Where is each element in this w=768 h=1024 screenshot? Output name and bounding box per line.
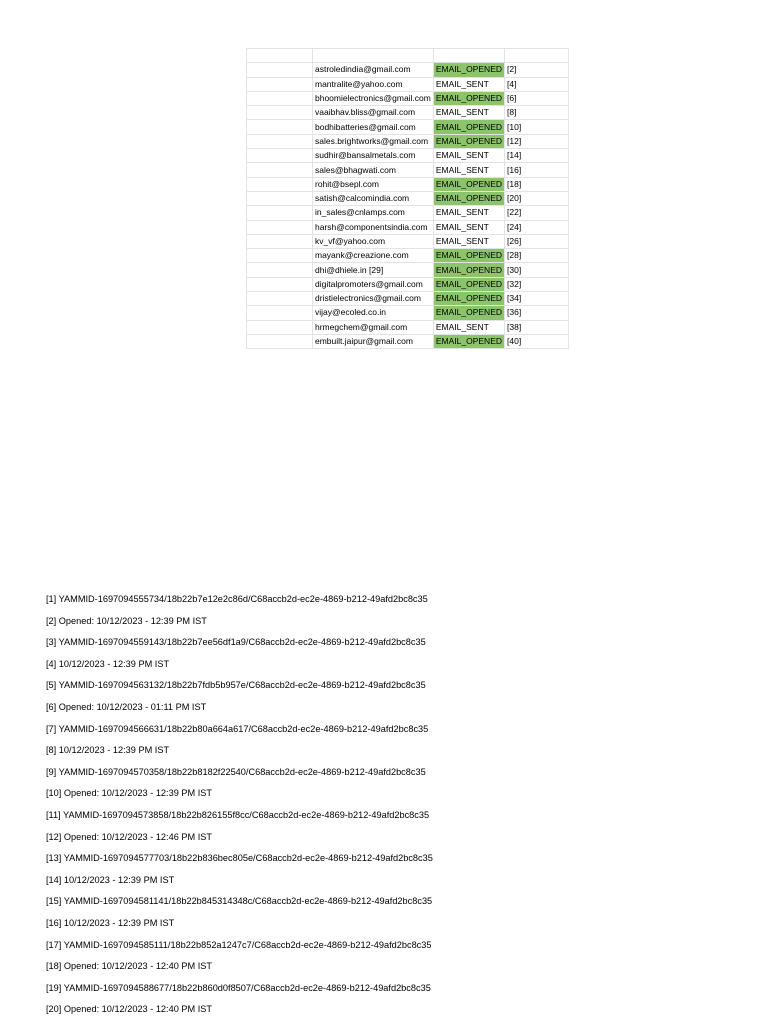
table-row (247, 306, 569, 320)
status-cell: EMAIL_OPENED (433, 292, 504, 306)
empty-cell (247, 263, 313, 277)
email-cell: sales@bhagwati.com (313, 163, 434, 177)
empty-cell (247, 320, 313, 334)
email-status-sheet (246, 48, 569, 349)
status-cell: EMAIL_SENT (433, 77, 504, 91)
empty-cell (247, 120, 313, 134)
footnote-item: [13] YAMMID-1697094577703/18b22b836bec805e/C68accb2d-ec2e-4869-b212-49afd2bc8c35 (46, 853, 433, 864)
table-row (247, 292, 569, 306)
table-row (247, 91, 569, 105)
reference-cell: [28] (505, 249, 569, 263)
reference-cell: [36] (505, 306, 569, 320)
table-row (247, 163, 569, 177)
status-cell: EMAIL_OPENED (433, 334, 504, 348)
empty-cell (247, 63, 313, 77)
table-row (247, 106, 569, 120)
reference-cell: [14] (505, 149, 569, 163)
status-cell: EMAIL_SENT (433, 206, 504, 220)
email-cell: sales.brightworks@gmail.com (313, 134, 434, 148)
status-cell: EMAIL_SENT (433, 106, 504, 120)
status-cell: EMAIL_OPENED (433, 177, 504, 191)
footnote-item: [10] Opened: 10/12/2023 - 12:39 PM IST (46, 788, 212, 799)
empty-cell (247, 177, 313, 191)
status-cell: EMAIL_OPENED (433, 91, 504, 105)
footnote-item: [9] YAMMID-1697094570358/18b22b8182f22540/C68accb2d-ec2e-4869-b212-49afd2bc8c35 (46, 766, 426, 777)
footnote-item: [8] 10/12/2023 - 12:39 PM IST (46, 745, 170, 756)
email-cell: satish@calcomindia.com (313, 191, 434, 205)
email-cell: dhi@dhiele.in [29] (313, 263, 434, 277)
reference-cell: [24] (505, 220, 569, 234)
email-cell: bhoomielectronics@gmail.com (313, 91, 434, 105)
email-cell: in_sales@cnlamps.com (313, 206, 434, 220)
table-row (247, 177, 569, 191)
status-cell: EMAIL_OPENED (433, 263, 504, 277)
empty-cell (247, 149, 313, 163)
empty-cell (247, 191, 313, 205)
email-cell: vijay@ecoled.co.in (313, 306, 434, 320)
reference-cell: [22] (505, 206, 569, 220)
footnotes-list (46, 589, 433, 1021)
footnote-item: [2] Opened: 10/12/2023 - 12:39 PM IST (46, 615, 207, 626)
table-row (247, 249, 569, 263)
table-row (247, 191, 569, 205)
table-row (247, 277, 569, 291)
empty-cell (247, 292, 313, 306)
status-cell: EMAIL_SENT (433, 149, 504, 163)
empty-cell (247, 249, 313, 263)
reference-cell: [20] (505, 191, 569, 205)
reference-cell: [26] (505, 234, 569, 248)
email-cell: hrmegchem@gmail.com (313, 320, 434, 334)
empty-cell (247, 334, 313, 348)
table-row (247, 149, 569, 163)
footnote-item: [12] Opened: 10/12/2023 - 12:46 PM IST (46, 831, 212, 842)
footnote-item: [1] YAMMID-1697094555734/18b22b7e12e2c86d/C68accb2d-ec2e-4869-b212-49afd2bc8c35 (46, 594, 428, 604)
footnote-item: [7] YAMMID-1697094566631/18b22b80a664a617/C68accb2d-ec2e-4869-b212-49afd2bc8c35 (46, 723, 429, 734)
email-cell: digitalpromoters@gmail.com (313, 277, 434, 291)
footnote-item: [15] YAMMID-1697094581141/18b22b845314348c/C68accb2d-ec2e-4869-b212-49afd2bc8c35 (46, 896, 433, 907)
email-cell: mantralite@yahoo.com (313, 77, 434, 91)
reference-cell: [8] (505, 106, 569, 120)
table-row (247, 134, 569, 148)
empty-cell (433, 49, 504, 63)
table-row (247, 206, 569, 220)
empty-cell (313, 49, 434, 63)
table-row (247, 63, 569, 77)
status-cell: EMAIL_SENT (433, 234, 504, 248)
table-row (247, 234, 569, 248)
empty-cell (247, 234, 313, 248)
table-row (247, 220, 569, 234)
reference-cell: [38] (505, 320, 569, 334)
status-cell: EMAIL_OPENED (433, 249, 504, 263)
empty-cell (247, 77, 313, 91)
email-cell: embuilt.jaipur@gmail.com (313, 334, 434, 348)
email-cell: mayank@creazione.com (313, 249, 434, 263)
status-cell: EMAIL_OPENED (433, 306, 504, 320)
reference-cell: [32] (505, 277, 569, 291)
empty-cell (247, 49, 313, 63)
footnote-item: [11] YAMMID-1697094573858/18b22b826155f8cc/C68accb2d-ec2e-4869-b212-49afd2bc8c35 (46, 809, 430, 820)
reference-cell: [40] (505, 334, 569, 348)
footnote-item: [20] Opened: 10/12/2023 - 12:40 PM IST (46, 1004, 212, 1015)
status-cell: EMAIL_SENT (433, 163, 504, 177)
email-cell: sudhir@bansalmetals.com (313, 149, 434, 163)
empty-cell (247, 106, 313, 120)
reference-cell: [16] (505, 163, 569, 177)
status-cell: EMAIL_SENT (433, 220, 504, 234)
reference-cell: [18] (505, 177, 569, 191)
reference-cell: [10] (505, 120, 569, 134)
footnote-item: [14] 10/12/2023 - 12:39 PM IST (46, 874, 175, 885)
email-cell: kv_vf@yahoo.com (313, 234, 434, 248)
reference-cell: [34] (505, 292, 569, 306)
status-cell: EMAIL_OPENED (433, 134, 504, 148)
email-cell: harsh@componentsindia.com (313, 220, 434, 234)
reference-cell: [2] (505, 63, 569, 77)
status-cell: EMAIL_SENT (433, 320, 504, 334)
empty-cell (247, 91, 313, 105)
sheet-body (247, 49, 569, 349)
email-cell: bodhibatteries@gmail.com (313, 120, 434, 134)
status-cell: EMAIL_OPENED (433, 120, 504, 134)
status-cell: EMAIL_OPENED (433, 277, 504, 291)
table-row (247, 120, 569, 134)
reference-cell: [6] (505, 91, 569, 105)
email-cell: rohit@bsepl.com (313, 177, 434, 191)
footnote-item: [19] YAMMID-1697094588677/18b22b860d0f8507/C68accb2d-ec2e-4869-b212-49afd2bc8c35 (46, 982, 431, 993)
footnote-item: [5] YAMMID-1697094563132/18b22b7fdb5b957e/C68accb2d-ec2e-4869-b212-49afd2bc8c35 (46, 680, 426, 691)
email-cell: dristielectronics@gmail.com (313, 292, 434, 306)
table-row (247, 320, 569, 334)
status-cell: EMAIL_OPENED (433, 63, 504, 77)
footnote-item: [4] 10/12/2023 - 12:39 PM IST (46, 658, 170, 669)
sheet-header-row (247, 49, 569, 63)
empty-cell (247, 277, 313, 291)
empty-cell (247, 306, 313, 320)
footnote-item: [16] 10/12/2023 - 12:39 PM IST (46, 917, 175, 928)
reference-cell: [12] (505, 134, 569, 148)
status-cell: EMAIL_OPENED (433, 191, 504, 205)
reference-cell: [4] (505, 77, 569, 91)
empty-cell (247, 206, 313, 220)
footnote-item: [3] YAMMID-1697094559143/18b22b7ee56df1a9/C68accb2d-ec2e-4869-b212-49afd2bc8c35 (46, 637, 426, 648)
table-row (247, 77, 569, 91)
empty-cell (505, 49, 569, 63)
table-row (247, 263, 569, 277)
reference-cell: [30] (505, 263, 569, 277)
table-row (247, 334, 569, 348)
footnote-item: [18] Opened: 10/12/2023 - 12:40 PM IST (46, 961, 212, 972)
empty-cell (247, 220, 313, 234)
footnote-item: [6] Opened: 10/12/2023 - 01:11 PM IST (46, 701, 207, 712)
email-cell: vaaibhav.bliss@gmail.com (313, 106, 434, 120)
footnote-item: [17] YAMMID-1697094585111/18b22b852a1247c7/C68accb2d-ec2e-4869-b212-49afd2bc8c35 (46, 939, 432, 950)
empty-cell (247, 163, 313, 177)
email-cell: astroledindia@gmail.com (313, 63, 434, 77)
empty-cell (247, 134, 313, 148)
